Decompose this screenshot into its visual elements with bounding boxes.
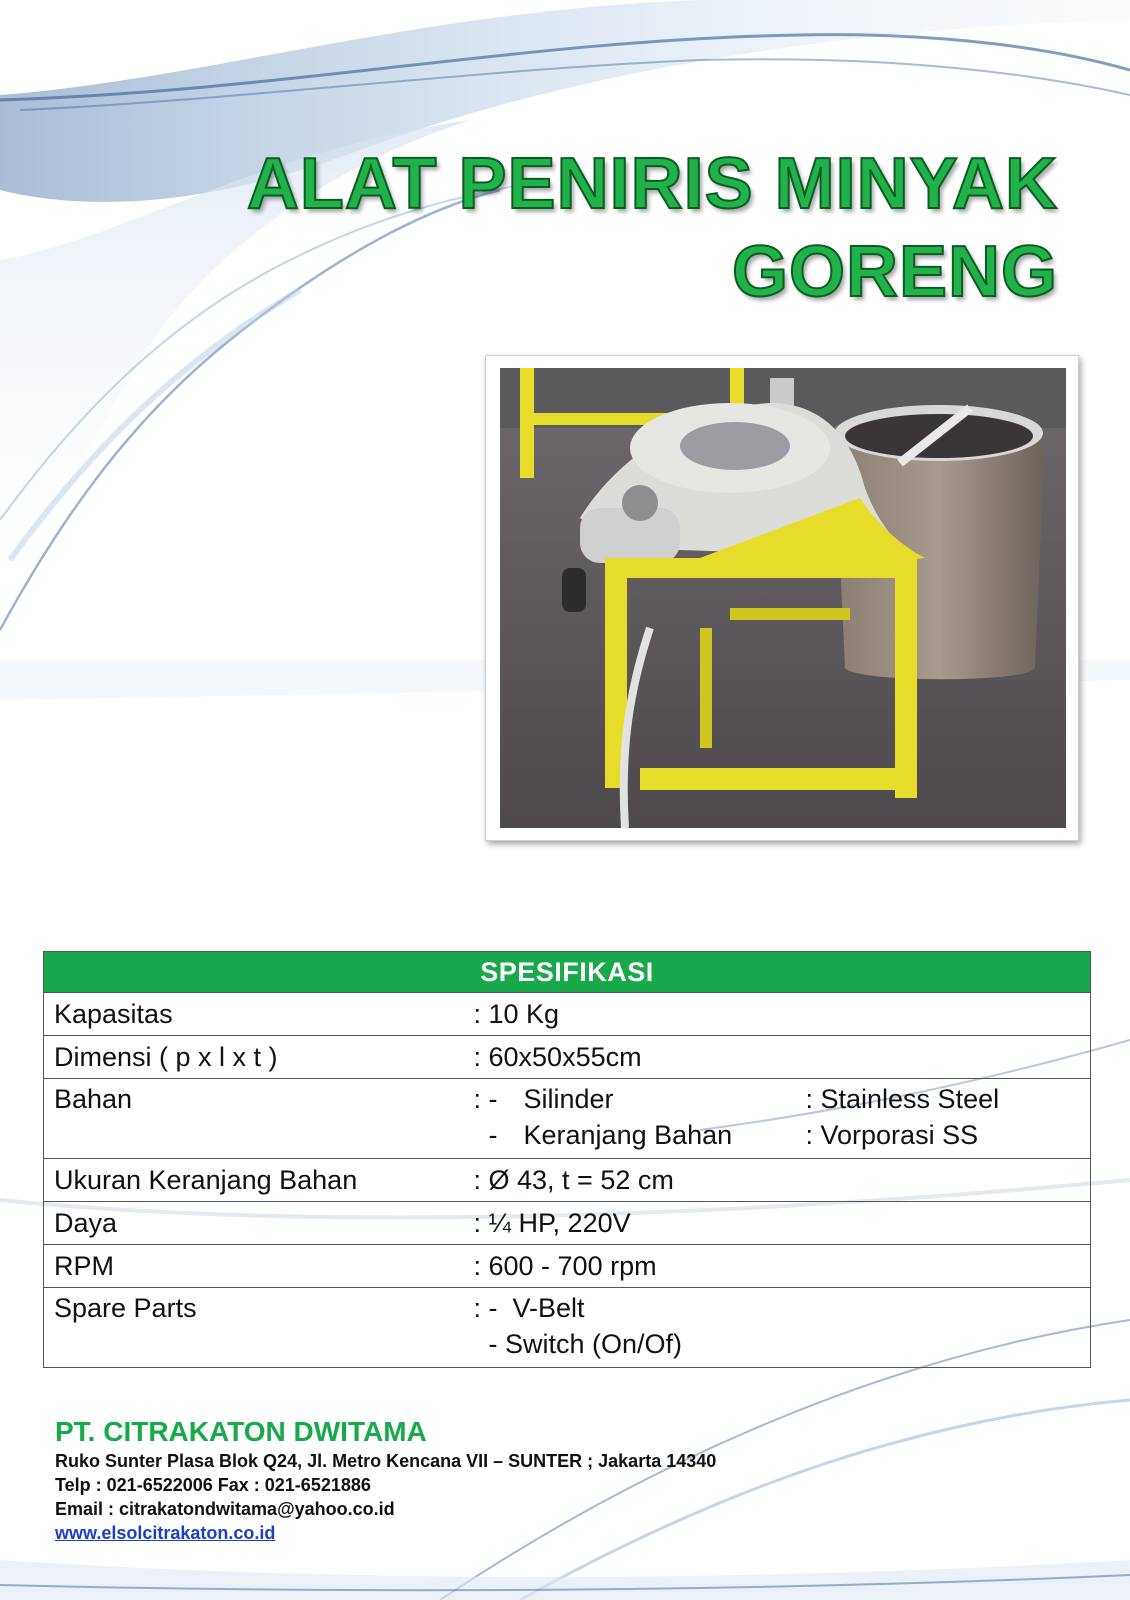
table-row — [44, 1079, 1091, 1159]
product-photo — [500, 368, 1066, 828]
product-photo-frame — [485, 355, 1079, 841]
spec-label-dimensi: Dimensi ( p x l x t ) — [44, 1036, 464, 1079]
specification-table — [43, 951, 1091, 1368]
spec-label-spare-parts: Spare Parts — [44, 1288, 464, 1368]
spec-value-kapasitas: : 10 Kg — [464, 993, 1091, 1036]
table-row — [44, 1036, 1091, 1079]
table-row — [44, 1288, 1091, 1368]
bahan-item: : - Silinder : Stainless Steel — [473, 1084, 1000, 1114]
spec-value-ukuran-keranjang: : Ø 43, t = 52 cm — [464, 1159, 1091, 1202]
spec-label-daya: Daya — [44, 1202, 464, 1245]
company-info — [55, 1415, 716, 1545]
spec-value-bahan — [464, 1079, 1091, 1159]
table-row — [44, 1202, 1091, 1245]
spec-value-rpm: : 600 - 700 rpm — [464, 1245, 1091, 1288]
bahan-item: - Keranjang Bahan : Vorporasi SS — [473, 1120, 979, 1150]
company-address: Ruko Sunter Plasa Blok Q24, Jl. Metro Kencana VII – SUNTER ; Jakarta 14340 — [55, 1451, 717, 1471]
table-row — [44, 1159, 1091, 1202]
spec-label-rpm: RPM — [44, 1245, 464, 1288]
company-website-link[interactable]: www.elsolcitrakaton.co.id — [55, 1523, 276, 1543]
spec-value-dimensi: : 60x50x55cm — [464, 1036, 1091, 1079]
title-line-1: ALAT PENIRIS MINYAK — [246, 144, 1058, 224]
company-email: Email : citrakatondwitama@yahoo.co.id — [55, 1499, 395, 1519]
spec-label-kapasitas: Kapasitas — [44, 993, 464, 1036]
company-phone: Telp : 021-6522006 Fax : 021-6521886 — [55, 1475, 371, 1495]
spare-part-item: - Switch (On/Of) — [473, 1329, 683, 1359]
spec-label-ukuran-keranjang: Ukuran Keranjang Bahan — [44, 1159, 464, 1202]
title-line-2: GORENG — [731, 232, 1058, 312]
table-row — [44, 993, 1091, 1036]
spec-table-header: SPESIFIKASI — [44, 952, 1091, 993]
spec-value-spare-parts — [464, 1288, 1091, 1368]
page-title — [247, 140, 1058, 316]
spec-value-daya: : ¼ HP, 220V — [464, 1202, 1091, 1245]
company-name: PT. CITRAKATON DWITAMA — [55, 1416, 427, 1447]
table-row — [44, 1245, 1091, 1288]
spare-part-item: : - V-Belt — [473, 1293, 585, 1323]
spec-label-bahan: Bahan — [44, 1079, 464, 1159]
